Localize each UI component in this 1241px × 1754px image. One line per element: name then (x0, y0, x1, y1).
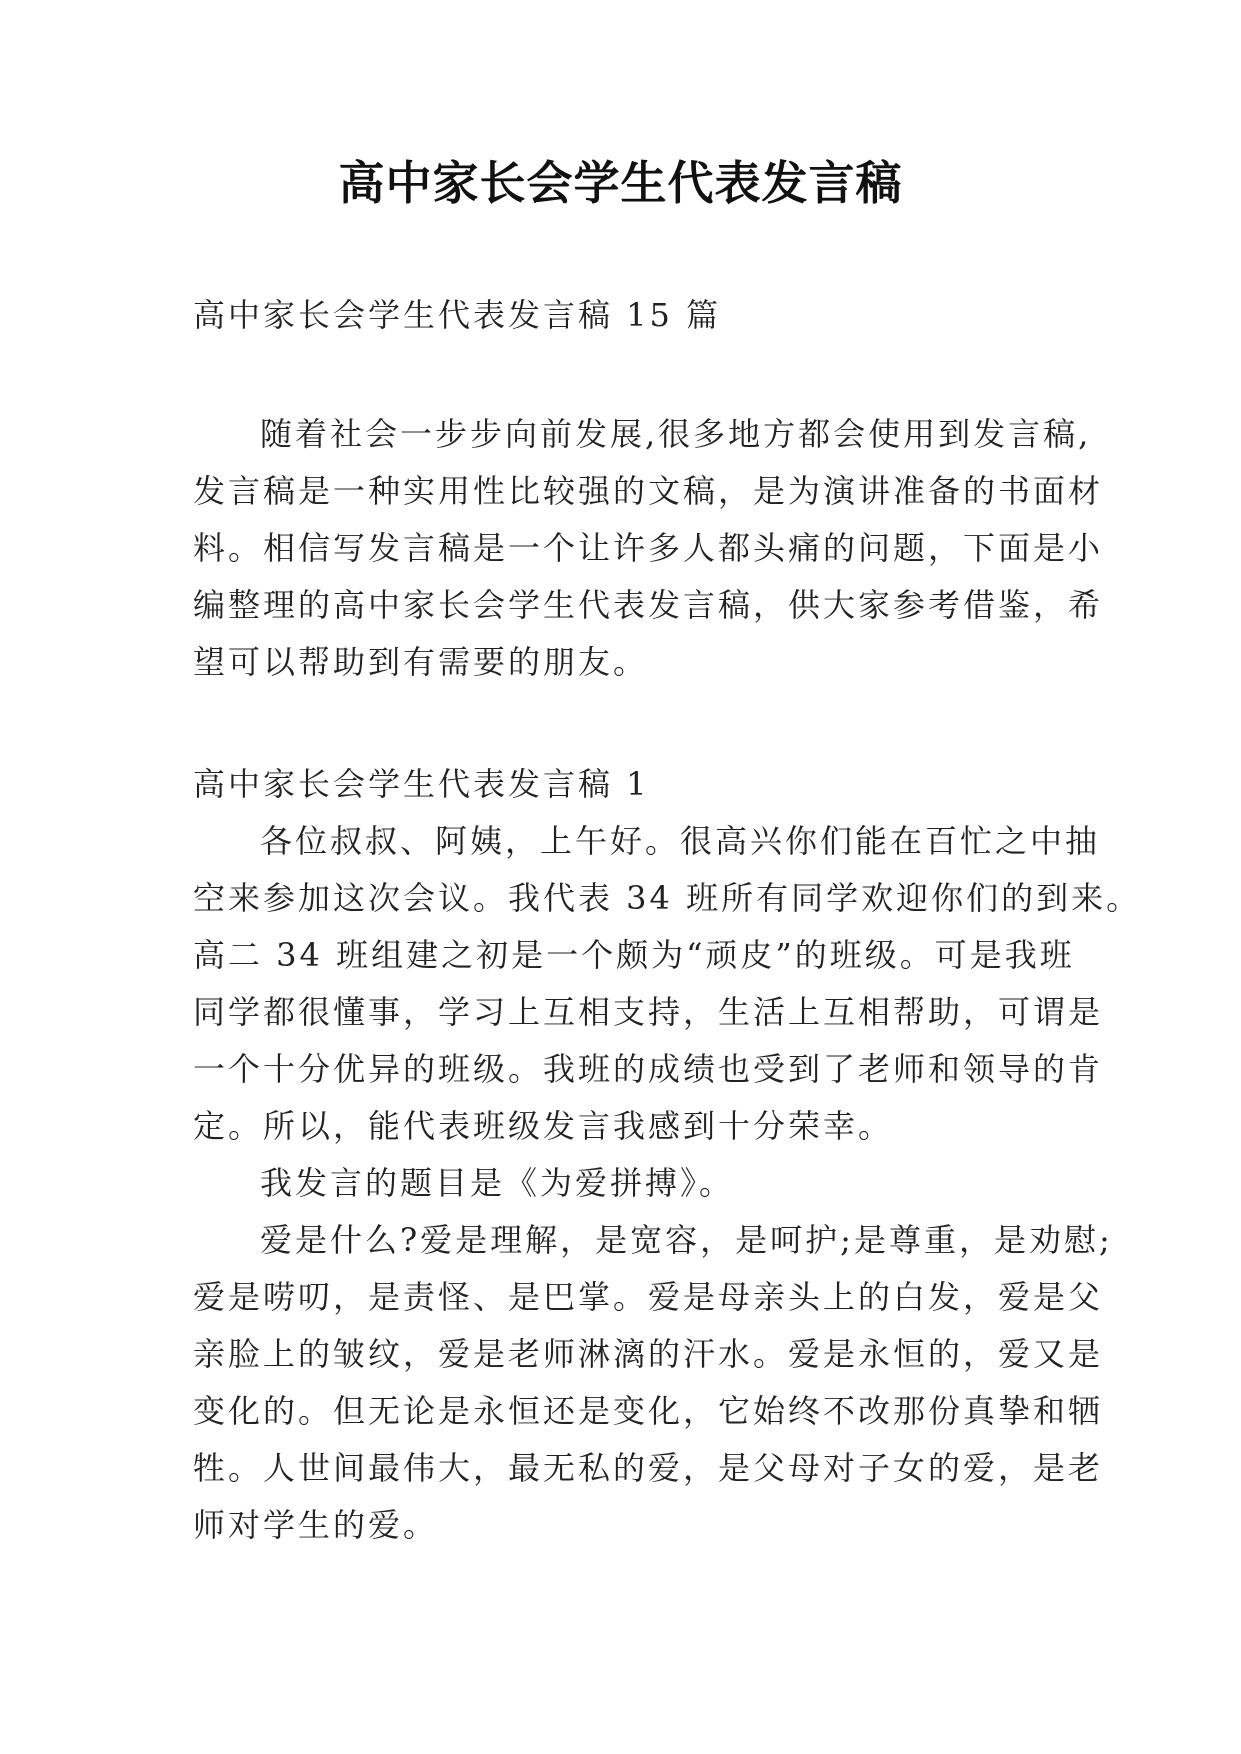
section-body (193, 813, 1142, 1554)
section-line: 一个十分优异的班级。我班的成绩也受到了老师和领导的肯 (193, 1050, 1104, 1088)
section-heading: 高中家长会学生代表发言稿 1 (193, 765, 650, 803)
section-line: 高二 34 班组建之初是一个颇为“顽皮”的班级。可是我班 (193, 936, 1075, 974)
section-line: 定。所以，能代表班级发言我感到十分荣幸。 (193, 1107, 894, 1145)
intro-line: 望可以帮助到有需要的朋友。 (193, 643, 649, 681)
document-title: 高中家长会学生代表发言稿 (338, 156, 903, 210)
section-line: 爱是什么?爱是理解，是宽容，是呵护;是尊重，是劝慰; (260, 1221, 1113, 1259)
section-line: 师对学生的爱。 (193, 1506, 439, 1544)
intro-line: 随着社会一步步向前发展,很多地方都会使用到发言稿, (260, 415, 1092, 453)
intro-line: 料。相信写发言稿是一个让许多人都头痛的问题，下面是小 (193, 529, 1104, 567)
section-line: 空来参加这次会议。我代表 34 班所有同学欢迎你们的到来。 (193, 879, 1142, 917)
intro-line: 发言稿是一种实用性比较强的文稿，是为演讲准备的书面材 (193, 472, 1104, 510)
intro-line: 编整理的高中家长会学生代表发言稿，供大家参考借鉴，希 (193, 586, 1104, 624)
section-line: 同学都很懂事，学习上互相支持，生活上互相帮助，可谓是 (193, 993, 1104, 1031)
document-subtitle: 高中家长会学生代表发言稿 15 篇 (193, 296, 722, 334)
section-line: 牲。人世间最伟大，最无私的爱，是父母对子女的爱，是老 (193, 1449, 1104, 1487)
section-line: 我发言的题目是《为爱拼搏》。 (260, 1164, 735, 1202)
intro-paragraph (193, 406, 1104, 691)
section-line: 爱是唠叨，是责怪、是巴掌。爱是母亲头上的白发，爱是父 (193, 1278, 1104, 1316)
section-line: 各位叔叔、阿姨，上午好。很高兴你们能在百忙之中抽 (260, 822, 1101, 860)
section-line: 变化的。但无论是永恒还是变化，它始终不改那份真挚和牺 (193, 1392, 1104, 1430)
section-line: 亲脸上的皱纹，爱是老师淋漓的汗水。爱是永恒的，爱又是 (193, 1335, 1104, 1373)
